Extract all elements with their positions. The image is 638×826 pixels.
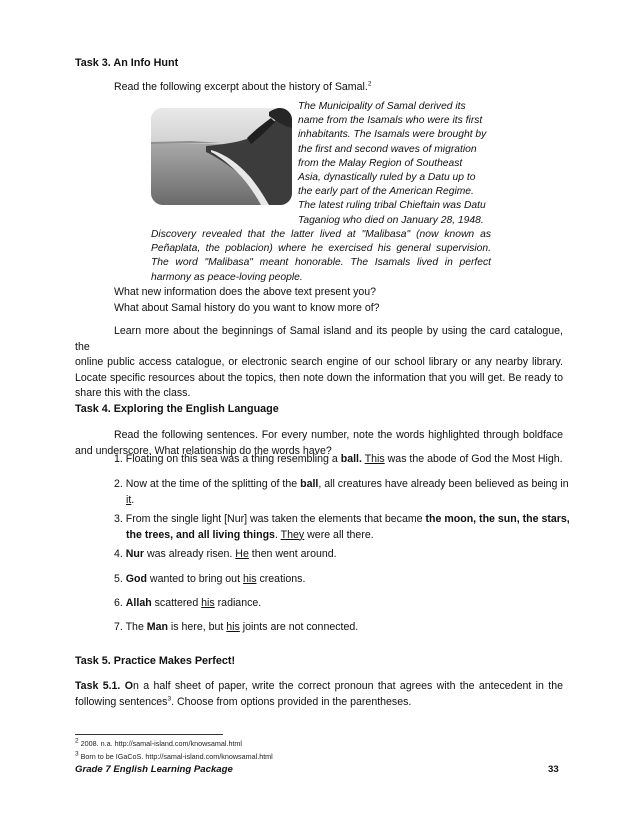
task3-questions — [114, 285, 380, 316]
footnote-2 — [75, 739, 242, 749]
item-pronoun: He — [235, 548, 249, 560]
sentence-item-6 — [114, 596, 261, 612]
samal-coast-photo — [151, 108, 292, 205]
item-text: then went around. — [248, 548, 337, 560]
item-text: scattered — [151, 597, 202, 609]
item-antecedent: God — [125, 573, 147, 585]
item-antecedent: the moon, the sun, the stars, — [425, 513, 570, 525]
excerpt-line: from the Malay Region of Southeast — [298, 157, 463, 169]
paragraph-line: Learn more about the beginnings of Samal island and its people by using the card catalogue, the — [75, 325, 563, 353]
sentence-item-3 — [114, 512, 570, 543]
footnote-3 — [75, 752, 273, 762]
task3-intro-text: Read the following excerpt about the history of Samal. — [114, 81, 368, 93]
item-pronoun: it — [126, 493, 132, 506]
footnote-number: 2 — [75, 737, 79, 745]
task5-1-label: Task 5.1. O — [75, 680, 133, 692]
task5-1-text: following sentences — [75, 695, 168, 708]
task4-intro-line: Read the following sentences. For every number, note the words highlighted through boldface — [114, 429, 563, 441]
task5-1 — [75, 679, 563, 710]
footnote-ref-3: 3 — [167, 694, 172, 702]
excerpt-line: The word "Malibasa" meant honorable. The Isamals lived in perfect — [151, 257, 491, 269]
excerpt-line: Taganiog who died on January 28, 1948. — [298, 214, 484, 226]
excerpt-line: Peñaplata, the poblacion) where he exercised his general supervision. — [151, 243, 491, 255]
excerpt-line: Discovery revealed that the latter lived at "Malibasa" (now known as — [151, 229, 491, 240]
item-text: is here, but — [167, 621, 227, 633]
footer-title: Grade 7 English Learning Package — [75, 764, 233, 775]
task5-heading: Task 5. Practice Makes Perfect! — [75, 655, 236, 667]
sentence-item-7 — [114, 620, 358, 636]
item-text: 1. Floating on this sea was a thing resembling a — [114, 453, 341, 465]
item-antecedent: Man — [146, 621, 168, 633]
item-pronoun: This — [364, 453, 385, 465]
item-text: joints are not connected. — [239, 621, 359, 633]
footnote-text: 2008. n.a. http://samal-island.com/knowsamal.html — [80, 739, 243, 748]
item-antecedent: ball. — [340, 453, 362, 465]
sentence-item-1 — [114, 452, 563, 468]
question: What new information does the above text present you? — [114, 286, 377, 298]
item-text: 2. Now at the time of the splitting of the — [114, 478, 301, 490]
item-text: , all creatures have already been believed as being in — [318, 478, 569, 490]
item-text: 4. — [114, 548, 126, 560]
footnote-divider — [75, 734, 223, 735]
item-antecedent: ball — [300, 478, 319, 490]
sentence-item-2 — [114, 477, 569, 508]
task5-1-text: . Choose from options provided in the parentheses. — [171, 695, 412, 708]
excerpt-line: inhabitants. The Isamals were brought by — [298, 129, 487, 141]
excerpt-line: harmony as peace-loving people. — [151, 271, 303, 283]
coast-image — [151, 108, 292, 205]
excerpt-column — [298, 100, 491, 228]
question: What about Samal history do you want to know more of? — [114, 301, 380, 314]
sentence-item-4 — [114, 547, 337, 563]
item-antecedent: Nur — [125, 548, 145, 560]
task3-heading: Task 3. An Info Hunt — [75, 57, 179, 69]
page-number: 33 — [548, 764, 559, 775]
item-antecedent: Allah — [125, 597, 152, 609]
task5-1-text: n a half sheet of paper, write the correct pronoun that agrees with the antecedent in the — [132, 680, 563, 692]
paragraph-line: share this with the class. — [75, 387, 191, 399]
item-antecedent: the trees, and all living things — [126, 528, 275, 541]
item-text: were all there. — [304, 528, 374, 541]
item-pronoun: They — [280, 528, 305, 541]
excerpt-line: Asia, dynastically ruled by a Datu up to — [298, 172, 476, 184]
item-text: . — [131, 493, 135, 506]
task3-intro — [114, 80, 371, 96]
item-text: 7. The — [114, 621, 147, 633]
excerpt-line: The Municipality of Samal derived its — [298, 101, 466, 112]
item-text: wanted to bring out — [146, 573, 243, 585]
footnote-ref-2: 2 — [367, 80, 372, 88]
item-text: 6. — [114, 597, 126, 609]
item-pronoun: his — [201, 597, 215, 609]
excerpt-continued — [151, 228, 491, 285]
item-text: 3. From the single light [Nur] was taken the elements that became — [114, 513, 426, 525]
footnote-number: 3 — [75, 750, 79, 758]
sentence-item-5 — [114, 572, 305, 588]
excerpt-line: the first and second waves of migration — [298, 143, 477, 155]
item-text: . — [274, 528, 281, 541]
item-text: was the abode of God the Most High. — [384, 453, 563, 465]
footnote-text: Born to be IGaCoS. http://samal-island.com/knowsamal.html — [80, 752, 273, 761]
paragraph-line: Locate specific resources about the topics, then note down the information that you will get. Be ready to — [75, 371, 563, 384]
excerpt-line: name from the Isamals who were its first — [298, 115, 483, 127]
task3-paragraph — [75, 324, 563, 402]
item-text: was already risen. — [144, 548, 236, 560]
item-text: radiance. — [214, 597, 262, 609]
item-pronoun: his — [242, 573, 257, 585]
task4-intro-line: and underscore. What relationship do the words have? — [75, 444, 332, 457]
task4-heading: Task 4. Exploring the English Language — [75, 403, 279, 415]
excerpt-line: The latest ruling tribal Chieftain was Datu — [298, 200, 486, 212]
item-pronoun: his — [226, 621, 240, 633]
paragraph-line: online public access catalogue, or electronic search engine of our school library or any nearby library. — [75, 356, 563, 368]
excerpt-line: the early part of the American Regime. — [298, 186, 474, 198]
item-text: creations. — [256, 573, 306, 585]
item-text: 5. — [114, 573, 126, 585]
